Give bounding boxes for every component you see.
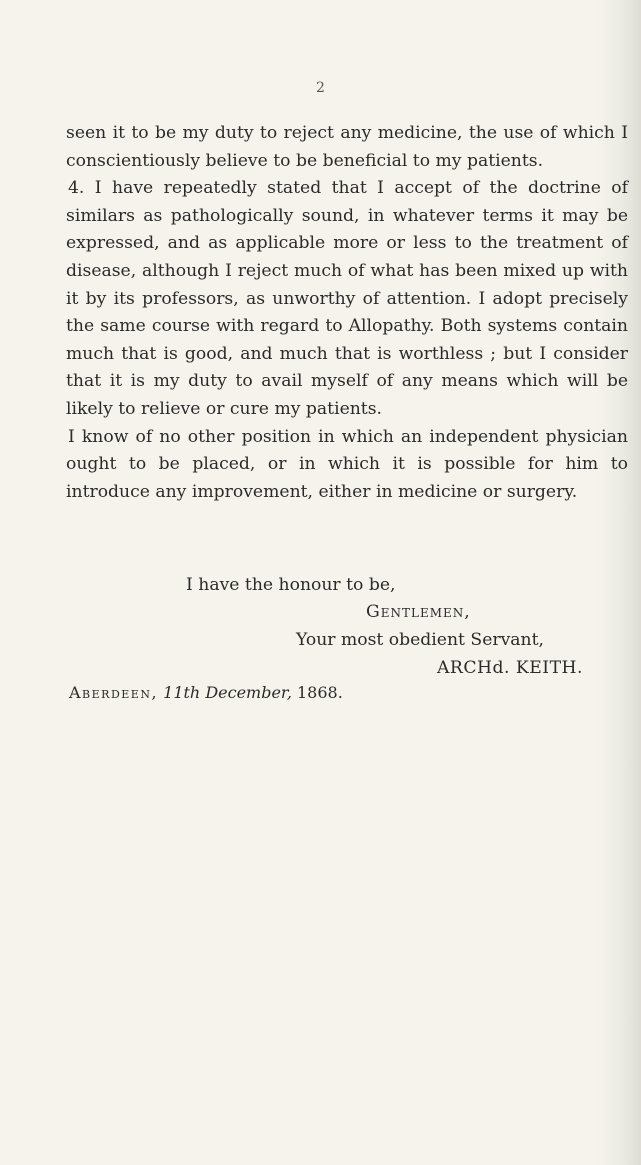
paragraph-2: 4. I have repeatedly stated that I accept of the doctrine of similars as pathologically sound, in whatever terms it may be expressed, and as applicable more or less to the treatment of disease, although I reject much of what has been mixed up with it by its professors, as unworthy of attention. I adopt precisely the same course with regard to Allopathy. Both systems contain much that is good, and much that is worthless ; but I consider that it is my duty to avail myself of any means which will be likely to relieve or cure my patients. <box>66 178 628 419</box>
signature: ARCHd. KEITH. <box>437 658 584 678</box>
place-and-date <box>69 683 343 702</box>
closing-honour: I have the honour to be, <box>186 575 396 595</box>
date-day: 11th December, <box>163 683 292 702</box>
paragraph-3: I know of no other position in which an independent physician ought to be placed, or in which it is possible for him to introduce any improvement, either in medicine or surgery. <box>66 426 628 502</box>
place: Aberdeen, <box>69 683 159 702</box>
closing-servant: Your most obedient Servant, <box>296 630 544 650</box>
date-year: 1868. <box>297 683 343 702</box>
page-number: 2 <box>316 80 325 96</box>
paragraph-1: seen it to be my duty to reject any medicine, the use of which I conscientiously believe to be beneficial to my patients. <box>66 123 628 171</box>
letter-body <box>66 120 628 506</box>
closing-salutation: Gentlemen, <box>366 602 471 622</box>
